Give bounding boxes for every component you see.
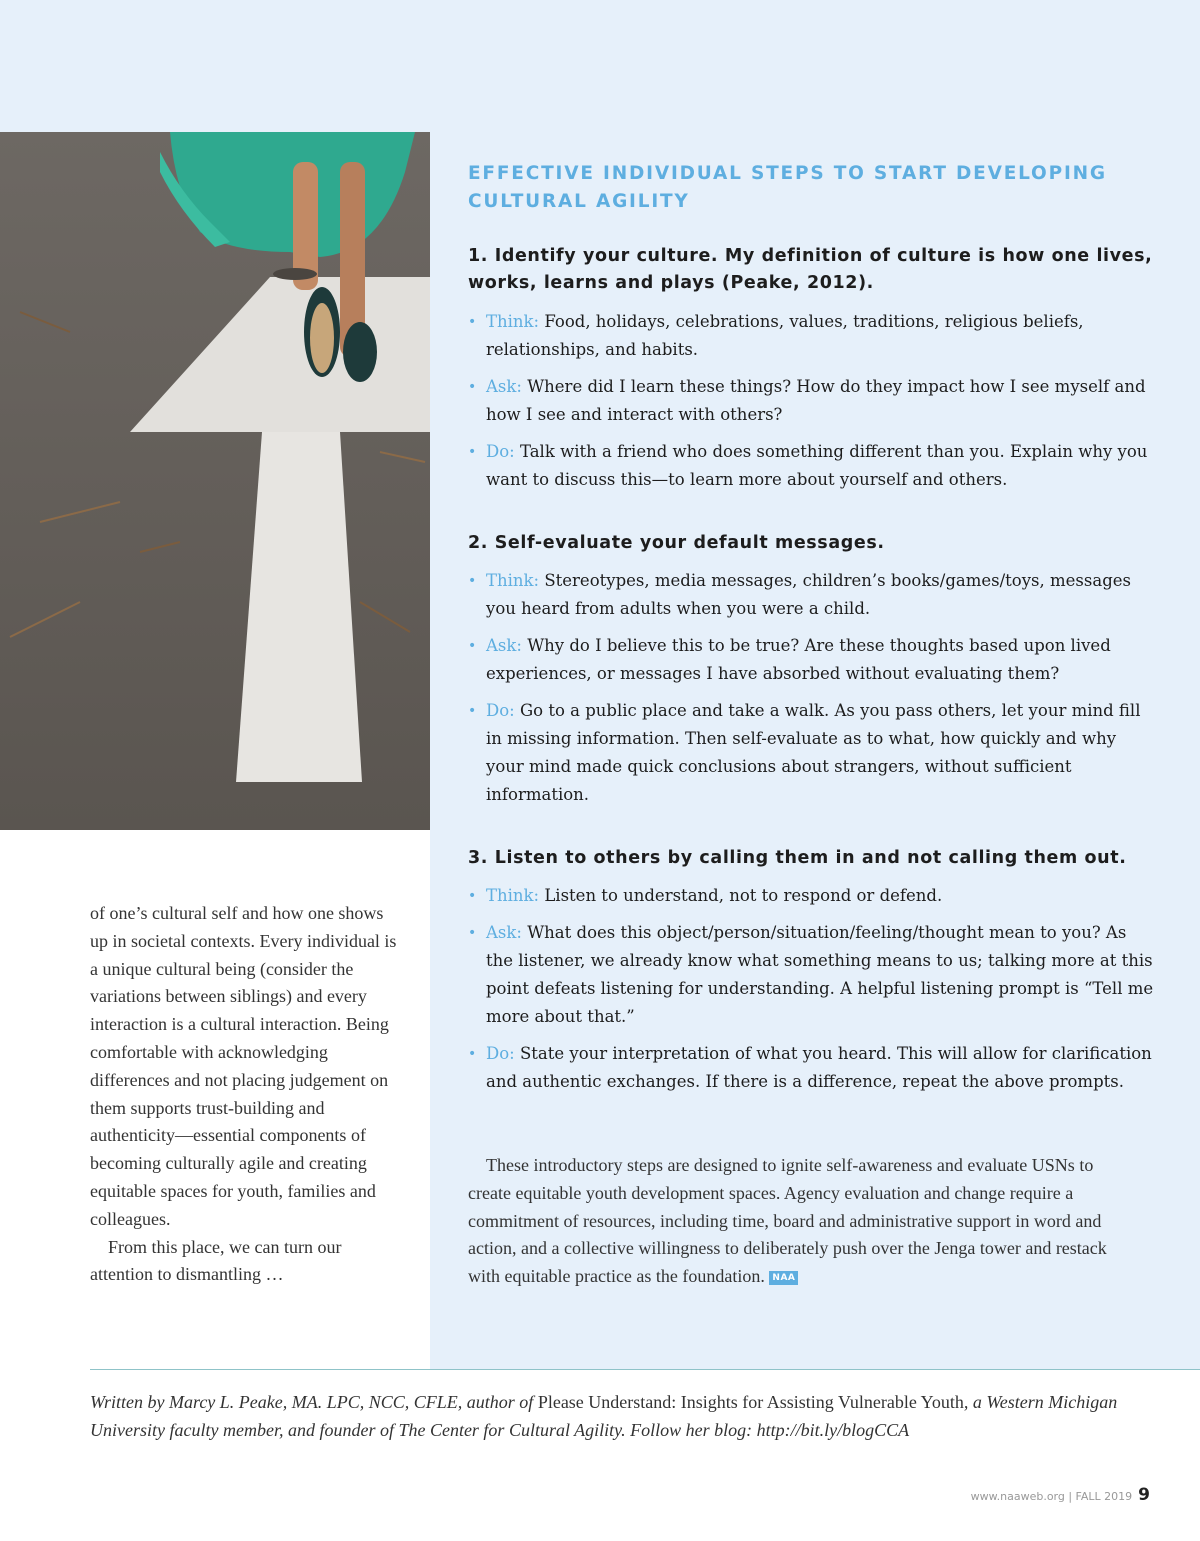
bullet-text: What does this object/person/situation/feeling/thought mean to you? As the listener, we already know what something means to us; talking more at this point defeats listening for understanding. A helpful listening prompt is “Tell me more about that.” bbox=[486, 923, 1154, 1026]
list-item bbox=[468, 308, 1158, 364]
bullet-text: Talk with a friend who does something different than you. Explain why you want to discuss this—to learn more about yourself and others. bbox=[486, 442, 1148, 489]
bullet-label: Ask: bbox=[486, 636, 522, 655]
list-item bbox=[468, 567, 1158, 623]
road-arrow-photo bbox=[0, 132, 430, 830]
bullet-text: Food, holidays, celebrations, values, traditions, religious beliefs, relationships, and habits. bbox=[486, 312, 1084, 359]
bullet-icon: • bbox=[468, 925, 477, 941]
bullet-icon: • bbox=[468, 444, 477, 460]
step-3-heading bbox=[468, 845, 1158, 872]
bullet-icon: • bbox=[468, 379, 477, 395]
step-2-heading-line1: 2. Self-evaluate your default messages. bbox=[468, 533, 885, 553]
divider-rule bbox=[90, 1369, 1200, 1370]
step-2-heading bbox=[468, 530, 1158, 557]
bullet-icon: • bbox=[468, 1046, 477, 1062]
bullet-icon: • bbox=[468, 888, 477, 904]
bullet-label: Do: bbox=[486, 442, 515, 461]
list-item bbox=[468, 632, 1158, 688]
sidebar-closing-paragraph bbox=[468, 1152, 1118, 1291]
step-1-heading-line1: 1. Identify your culture. My definition of culture is how one lives, bbox=[468, 246, 1153, 266]
bullet-label: Think: bbox=[486, 312, 540, 331]
bullet-text: Stereotypes, media messages, children’s books/games/toys, messages you heard from adults when you were a child. bbox=[486, 571, 1131, 618]
footer-site: www.naaweb.org | FALL 2019 bbox=[970, 1490, 1133, 1503]
closing-text: These introductory steps are designed to ignite self-awareness and evaluate USNs to create equitable youth development spaces. Agency evaluation and change require a commitment of resources, including time, board and administrative support in word and action, and a collective willingness to deliberately push over the Jenga tower and restack with equitable practice as the foundation. bbox=[468, 1155, 1107, 1287]
list-item bbox=[468, 919, 1158, 1031]
bullet-icon: • bbox=[468, 573, 477, 589]
bullet-icon: • bbox=[468, 314, 477, 330]
credit-suffix: , a Western Michigan University faculty member, and founder of The Center for Cultural Agility. Follow her blog: http://bit.ly/blogCCA bbox=[90, 1392, 1118, 1440]
bullet-text: Where did I learn these things? How do they impact how I see myself and how I see and interact with others? bbox=[486, 377, 1146, 424]
sidebar-heading-line2: CULTURAL AGILITY bbox=[468, 191, 690, 212]
step-2-bullets bbox=[468, 567, 1158, 818]
page-number: 9 bbox=[1138, 1485, 1150, 1505]
sidebar-heading bbox=[468, 160, 1128, 216]
bullet-text: Listen to understand, not to respond or defend. bbox=[544, 886, 943, 905]
bullet-icon: • bbox=[468, 638, 477, 654]
list-item bbox=[468, 882, 1158, 910]
bullet-text: Why do I believe this to be true? Are these thoughts based upon lived experiences, or messages I have absorbed without evaluating them? bbox=[486, 636, 1111, 683]
top-color-band bbox=[0, 0, 1200, 132]
step-1-bullets bbox=[468, 308, 1158, 503]
credit-book-title: Please Understand: Insights for Assisting Vulnerable Youth bbox=[537, 1392, 964, 1412]
list-item bbox=[468, 697, 1158, 809]
bullet-label: Think: bbox=[486, 886, 540, 905]
bullet-label: Ask: bbox=[486, 923, 522, 942]
bullet-label: Ask: bbox=[486, 377, 522, 396]
list-item bbox=[468, 438, 1158, 494]
sidebar-heading-line1: EFFECTIVE INDIVIDUAL STEPS TO START DEVELOPING bbox=[468, 163, 1107, 184]
bullet-label: Do: bbox=[486, 701, 515, 720]
body-paragraph-2: From this place, we can turn our attention to dismantling … bbox=[90, 1236, 342, 1285]
list-item bbox=[468, 1040, 1158, 1096]
step-1-heading-line2: works, learns and plays (Peake, 2012). bbox=[468, 273, 874, 293]
page-footer bbox=[971, 1485, 1150, 1505]
credit-prefix: Written by Marcy L. Peake, MA. LPC, NCC, CFLE, author of bbox=[90, 1392, 534, 1412]
step-1-heading bbox=[468, 243, 1158, 297]
author-credit bbox=[90, 1388, 1150, 1444]
step-3-bullets bbox=[468, 882, 1158, 1105]
bullet-label: Do: bbox=[486, 1044, 515, 1063]
body-paragraph-1: of one’s cultural self and how one shows up in societal contexts. Every individual is a unique cultural being (consider the variations between siblings) and every interaction is a cultural interaction. Being comfortable with acknowledging differences and not placing judgement on them supports trust-building and authenticity—essential components of becoming culturally agile and creating equitable spaces for youth, families and colleagues. bbox=[90, 903, 397, 1229]
bullet-text: State your interpretation of what you heard. This will allow for clarification and authentic exchanges. If there is a difference, repeat the above prompts. bbox=[486, 1044, 1152, 1091]
list-item bbox=[468, 373, 1158, 429]
step-3-heading-line1: 3. Listen to others by calling them in and not calling them out. bbox=[468, 848, 1127, 868]
bullet-text: Go to a public place and take a walk. As you pass others, let your mind fill in missing information. Then self-evaluate as to what, how quickly and why your mind made quick conclusions about strangers, without sufficient information. bbox=[486, 701, 1141, 804]
body-column bbox=[90, 900, 400, 1289]
naa-logo-icon: NAA bbox=[769, 1271, 798, 1285]
bullet-icon: • bbox=[468, 703, 477, 719]
bullet-label: Think: bbox=[486, 571, 540, 590]
